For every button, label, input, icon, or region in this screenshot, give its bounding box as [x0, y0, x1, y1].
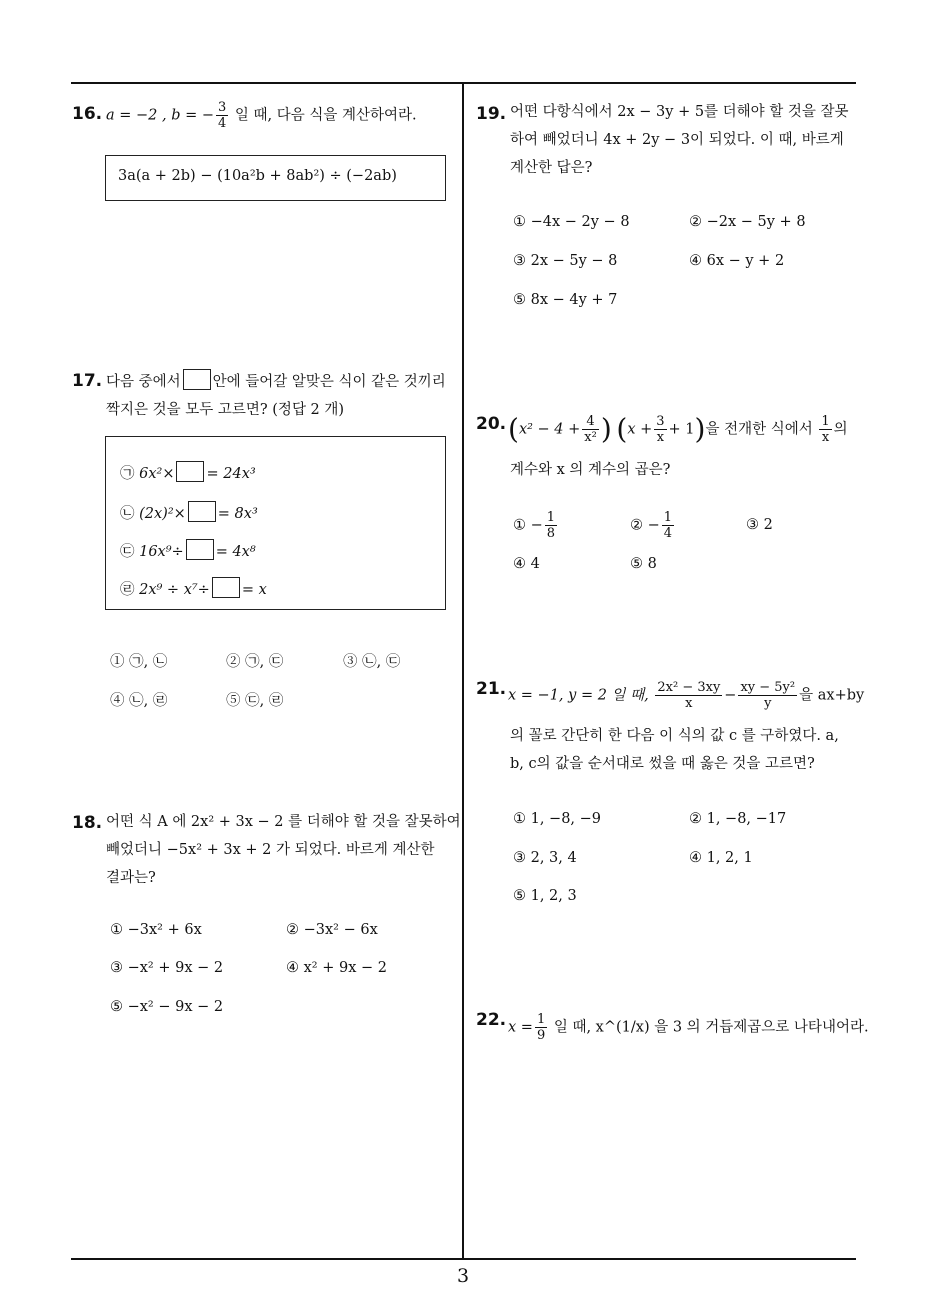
blank-box: [188, 501, 216, 522]
q16-expression: 3a(a + 2b) − (10a²b + 8ab²) ÷ (−2ab): [118, 168, 397, 184]
q19-choice-4[interactable]: ④ 6x − y + 2: [689, 253, 785, 269]
q21-line2: 의 꼴로 간단히 한 다음 이 식의 값 c 를 구하였다. a, b, c의 값을 순서대로 썼을 때 옳은 것을 고르면?: [510, 728, 839, 772]
q18-choice-1[interactable]: ① −3x² + 6x: [110, 922, 202, 938]
q20-choice-3[interactable]: ③ 2: [746, 517, 773, 533]
bottom-rule: [71, 1258, 856, 1260]
q16-condition: a = −2 , b = −: [106, 107, 215, 124]
q16-fraction: $\frac{3}{4}$: [218, 100, 227, 131]
q16-number: 16.: [72, 104, 103, 124]
q19-choice-3[interactable]: ③ 2x − 5y − 8: [513, 253, 618, 269]
q17-items-box: [105, 436, 446, 610]
q17-item: ㉠ 6x²× = 24x³: [120, 461, 256, 483]
blank-box: [186, 539, 214, 560]
q17-text: 다음 중에서 안에 들어갈 알맞은 식이 같은 것끼리 짝지은 것을 모두 고르면? (정답 2 개): [106, 368, 446, 424]
q19-choice-1[interactable]: ① −4x − 2y − 8: [513, 214, 630, 230]
q17-choice-5[interactable]: ⑤ ㉢, ㉣: [226, 693, 284, 709]
q21-choice-1[interactable]: ① 1, −8, −9: [513, 811, 602, 827]
q17-choice-2[interactable]: ② ㉠, ㉢: [226, 654, 284, 670]
q18-choice-3[interactable]: ③ −x² + 9x − 2: [110, 960, 224, 976]
q17-item: ㉣ 2x⁹ ÷ x⁷÷ = x: [120, 577, 267, 599]
blank-box: [176, 461, 204, 482]
q16-text: [106, 100, 417, 131]
q20-choice-2[interactable]: ② − $\frac{1}{4}$: [630, 510, 673, 541]
q20-number: 20.: [476, 414, 507, 434]
q17-number: 17.: [72, 371, 103, 391]
q21-choice-3[interactable]: ③ 2, 3, 4: [513, 850, 577, 866]
q18-choice-2[interactable]: ② −3x² − 6x: [286, 922, 378, 938]
q21-choice-5[interactable]: ⑤ 1, 2, 3: [513, 888, 577, 904]
q19-text: 어떤 다항식에서 2x − 3y + 5를 더해야 할 것을 잘못 하여 빼었더니 4x + 2y − 3이 되었다. 이 때, 바르게 계산한 답은?: [510, 104, 849, 176]
q17-choice-4[interactable]: ④ ㉡, ㉣: [110, 693, 168, 709]
q19-number: 19.: [476, 104, 507, 124]
q20-line1: (x² − 4 + $\frac{4}{\text{x²}}$ ) (x + $\frac{3}{x}$ + 1)을 전개한 식에서 $\frac{1}{x}$ 의: [508, 412, 848, 446]
q21-choice-2[interactable]: ② 1, −8, −17: [689, 811, 787, 827]
column-divider: [462, 82, 464, 1258]
q20-choice-5[interactable]: ⑤ 8: [630, 556, 657, 572]
q18-text: 어떤 식 A 에 2x² + 3x − 2 를 더해야 할 것을 잘못하여 빼었더니 −5x² + 3x + 2 가 되었다. 바르게 계산한 결과는?: [106, 814, 461, 886]
blank-box: [183, 369, 211, 390]
q20-choice-4[interactable]: ④ 4: [513, 556, 540, 572]
q17-item: ㉡ (2x)²× = 8x³: [120, 501, 258, 523]
q20-line2: 계수와 x 의 계수의 곱은?: [510, 462, 671, 478]
q17-item: ㉢ 16x⁹÷ = 4x⁸: [120, 539, 256, 561]
q18-number: 18.: [72, 813, 103, 833]
q20-choice-1[interactable]: ① − $\frac{1}{8}$: [513, 510, 556, 541]
q21-line1: x = −1, y = 2 일 때, $\frac{\text{2x² − 3xy}}{x}$ − $\frac{\text{xy − 5y²}}{y}$ 을 ax+by: [508, 680, 865, 711]
q17-choice-1[interactable]: ① ㉠, ㉡: [110, 654, 168, 670]
q21-choice-4[interactable]: ④ 1, 2, 1: [689, 850, 753, 866]
q16-expression-box: [105, 155, 446, 201]
q16-instruction: 일 때, 다음 식을 계산하여라.: [230, 107, 417, 124]
blank-box: [212, 577, 240, 598]
q22-text: x = $\frac{1}{9}$ 일 때, x^(1/x) 을 3 의 거듭제곱으로 나타내어라.: [508, 1012, 869, 1043]
page-number: 3: [456, 1265, 470, 1287]
top-rule: [71, 82, 856, 84]
q22-number: 22.: [476, 1010, 507, 1030]
q21-number: 21.: [476, 679, 507, 699]
q19-choice-2[interactable]: ② −2x − 5y + 8: [689, 214, 806, 230]
q19-choice-5[interactable]: ⑤ 8x − 4y + 7: [513, 292, 618, 308]
q17-choice-3[interactable]: ③ ㉡, ㉢: [343, 654, 401, 670]
q18-choice-4[interactable]: ④ x² + 9x − 2: [286, 960, 387, 976]
q18-choice-5[interactable]: ⑤ −x² − 9x − 2: [110, 999, 224, 1015]
